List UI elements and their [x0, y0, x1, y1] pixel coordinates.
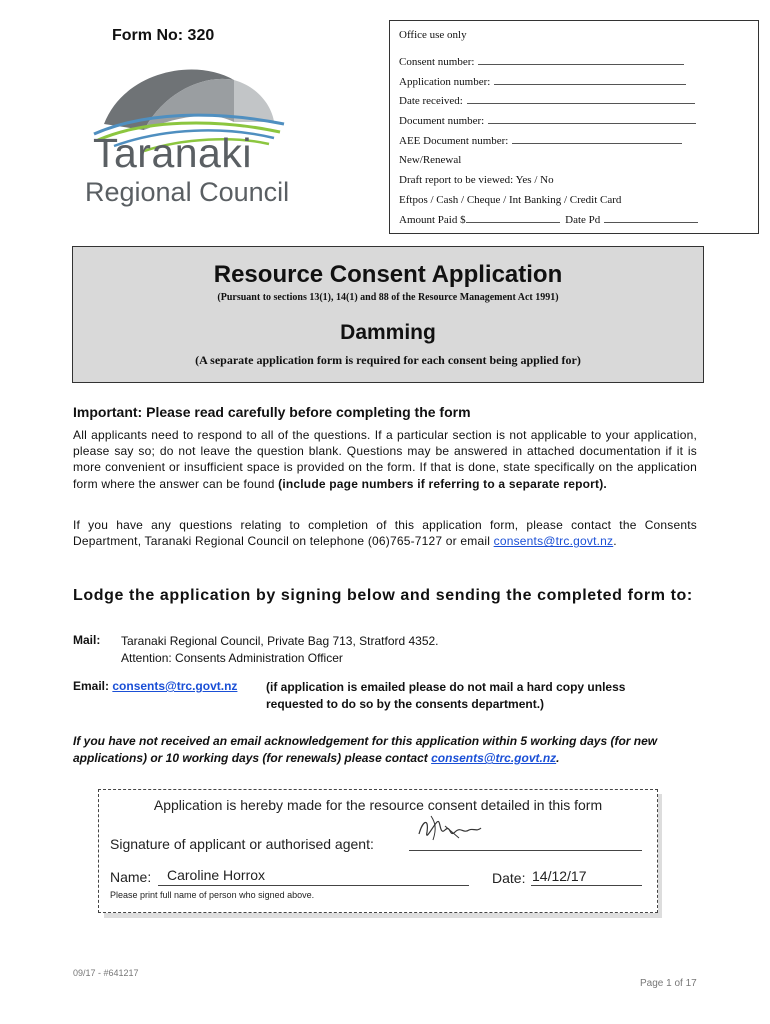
date-label: Date:	[492, 870, 526, 886]
contact-paragraph: If you have any questions relating to completion of this application form, please contact the Consents Department, Taranaki Regional Council on telephone (06)765-7127 or email consents@trc.govt.nz.	[73, 518, 697, 549]
name-line	[158, 885, 469, 886]
signature-label: Signature of applicant or authorised agent:	[110, 836, 374, 852]
form-code: 09/17 - #641217	[73, 968, 139, 978]
application-number-field[interactable]: Application number:	[399, 73, 749, 93]
amount-paid-field[interactable]: Amount Paid $ Date Pd	[399, 211, 749, 231]
consent-number-field[interactable]: Consent number:	[399, 53, 749, 73]
page-number: Page 1 of 17	[640, 978, 697, 989]
mail-label: Mail:	[73, 633, 101, 647]
separate-form-note: (A separate application form is required for each consent being applied for)	[195, 353, 581, 367]
date-field[interactable]: 14/12/17	[532, 868, 587, 884]
email-note: (if application is emailed please do not mail a hard copy unless requested to do so by the consents department.)	[266, 680, 626, 711]
document-number-field[interactable]: Document number:	[399, 112, 749, 132]
application-statement: Application is hereby made for the resource consent detailed in this form	[153, 797, 603, 813]
lodge-email-link[interactable]: consents@trc.govt.nz	[112, 679, 238, 693]
office-use-title: Office use only	[399, 29, 467, 41]
handwritten-signature-icon	[415, 812, 485, 848]
signature-line[interactable]	[409, 850, 642, 851]
payment-methods[interactable]: Eftpos / Cash / Cheque / Int Banking / Credit Card	[399, 193, 622, 206]
consents-email-link[interactable]: consents@trc.govt.nz	[493, 534, 614, 549]
acknowledgement-note: If you have not received an email acknowledgement for this application within 5 working days (for new applications) or 10 working days (for renewals) please contact consents@trc.govt.nz.	[73, 734, 658, 765]
form-subtitle: (Pursuant to sections 13(1), 14(1) and 88 of the Resource Management Act 1991)	[217, 292, 559, 303]
activity-title: Damming	[340, 321, 436, 344]
form-title: Resource Consent Application	[213, 261, 563, 288]
name-field[interactable]: Caroline Horrox	[167, 867, 266, 883]
form-number: Form No: 320	[112, 27, 215, 44]
date-line	[531, 885, 642, 886]
new-renewal-label: New/Renewal	[399, 154, 462, 167]
important-heading: Important: Please read carefully before completing the form	[73, 404, 471, 420]
email-label: Email: consents@trc.govt.nz	[73, 679, 238, 693]
ack-email-link[interactable]: consents@trc.govt.nz	[431, 751, 557, 765]
logo-text-taranaki: Taranaki	[93, 130, 252, 176]
title-box	[72, 246, 704, 383]
mail-address: Taranaki Regional Council, Private Bag 713, Stratford 4352. Attention: Consents Administration Officer	[121, 634, 439, 665]
office-use-box	[389, 20, 759, 234]
name-label: Name:	[110, 869, 152, 885]
lodge-heading: Lodge the application by signing below and sending the completed form to:	[73, 587, 693, 604]
signature-box	[98, 789, 658, 913]
logo-text-regional-council: Regional Council	[85, 177, 290, 207]
print-name-note: Please print full name of person who signed above.	[110, 890, 315, 900]
aee-document-number-field[interactable]: AEE Document number:	[399, 132, 749, 152]
draft-report-option[interactable]: Draft report to be viewed: Yes / No	[399, 174, 554, 187]
date-received-field[interactable]: Date received:	[399, 92, 749, 112]
instructions-paragraph: All applicants need to respond to all of the questions. If a particular section is not applicable to your application, please say so; do not leave the question blank. Questions may be answered in attached documentation if it is more convenient or insufficient space is provided on the form. If that is done, state specifically on the application form where the answer can be found (include page numbers if referring to a separate report).	[73, 428, 697, 491]
date-pd-label: Date Pd	[565, 213, 601, 226]
